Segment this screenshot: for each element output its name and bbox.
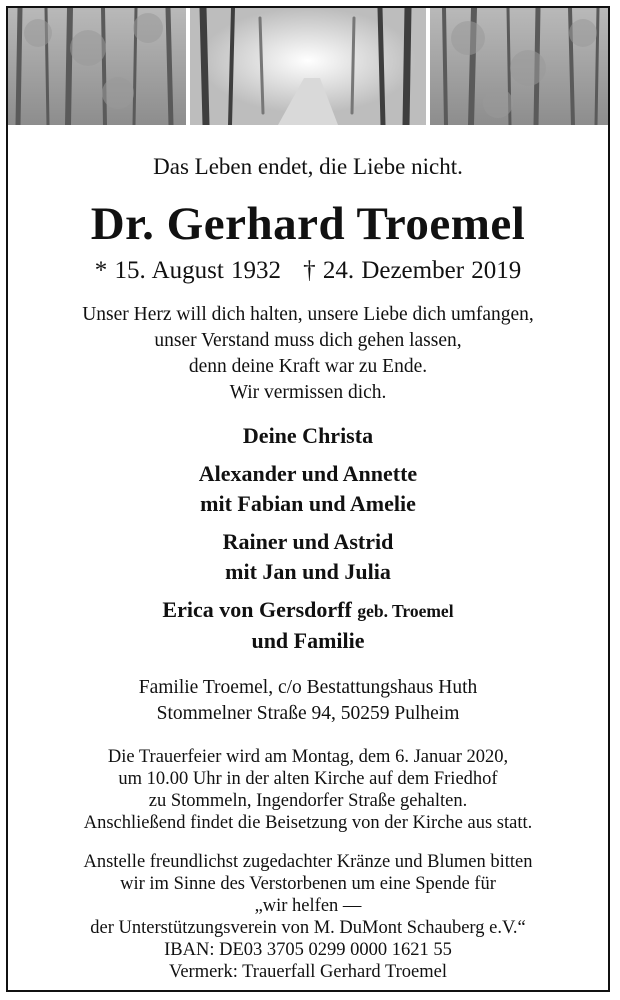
funeral-line: Die Trauerfeier wird am Montag, dem 6. Januar 2020,: [107, 747, 509, 767]
forest-path-photo: [8, 8, 608, 125]
donation-info: [8, 851, 608, 983]
obituary-notice: [6, 6, 610, 992]
mourner-name: Erica von Gersdorff: [162, 597, 352, 622]
donation-line: wir im Sinne des Verstorbenen um eine Spende für: [120, 874, 496, 894]
verse: [8, 302, 608, 406]
mourner-erica: [8, 595, 608, 656]
verse-line: denn deine Kraft war zu Ende.: [188, 356, 428, 377]
donation-line: Anstelle freundlichst zugedachter Kränze und Blumen bitten: [83, 852, 533, 872]
verse-line: Wir vermissen dich.: [229, 382, 387, 403]
death-date: † 24. Dezember 2019: [303, 257, 522, 284]
mourner-line: und Familie: [251, 628, 365, 653]
notice-content: [8, 125, 608, 983]
mourner-line: mit Jan und Julia: [225, 559, 391, 584]
mourner-line: Rainer und Astrid: [222, 529, 394, 554]
mourner-rainer: [8, 527, 608, 587]
mourner-christa: Deine Christa: [242, 423, 374, 448]
funeral-line: um 10.00 Uhr in der alten Kirche auf dem Friedhof: [118, 769, 498, 789]
mourner-line: [8, 595, 608, 626]
address-line: Familie Troemel, c/o Bestattungshaus Huth: [138, 677, 478, 698]
deceased-name: Dr. Gerhard Troemel: [90, 198, 526, 250]
funeral-info: [8, 746, 608, 834]
donation-line: „wir helfen —: [254, 896, 362, 916]
mourner-line: Alexander und Annette: [198, 461, 418, 486]
motto: Das Leben endet, die Liebe nicht.: [153, 154, 463, 179]
funeral-line: Anschließend findet die Beisetzung von der Kirche aus statt.: [83, 813, 533, 833]
contact-address: [8, 675, 608, 727]
maiden-name: geb. Troemel: [357, 601, 454, 621]
verse-line: Unser Herz will dich halten, unsere Liebe dich umfangen,: [82, 304, 534, 325]
verse-line: unser Verstand muss dich gehen lassen,: [154, 330, 462, 351]
mourner-alexander: [8, 459, 608, 519]
reference-line: Vermerk: Trauerfall Gerhard Troemel: [169, 962, 447, 982]
donation-line: der Unterstützungsverein von M. DuMont Schauberg e.V.“: [90, 918, 526, 938]
life-dates: [8, 256, 608, 286]
funeral-line: zu Stommeln, Ingendorfer Straße gehalten.: [148, 791, 468, 811]
iban-line: IBAN: DE03 3705 0299 0000 1621 55: [164, 940, 452, 960]
address-line: Stommelner Straße 94, 50259 Pulheim: [156, 703, 460, 724]
mourner-line: mit Fabian und Amelie: [200, 491, 416, 516]
birth-date: * 15. August 1932: [94, 257, 282, 284]
